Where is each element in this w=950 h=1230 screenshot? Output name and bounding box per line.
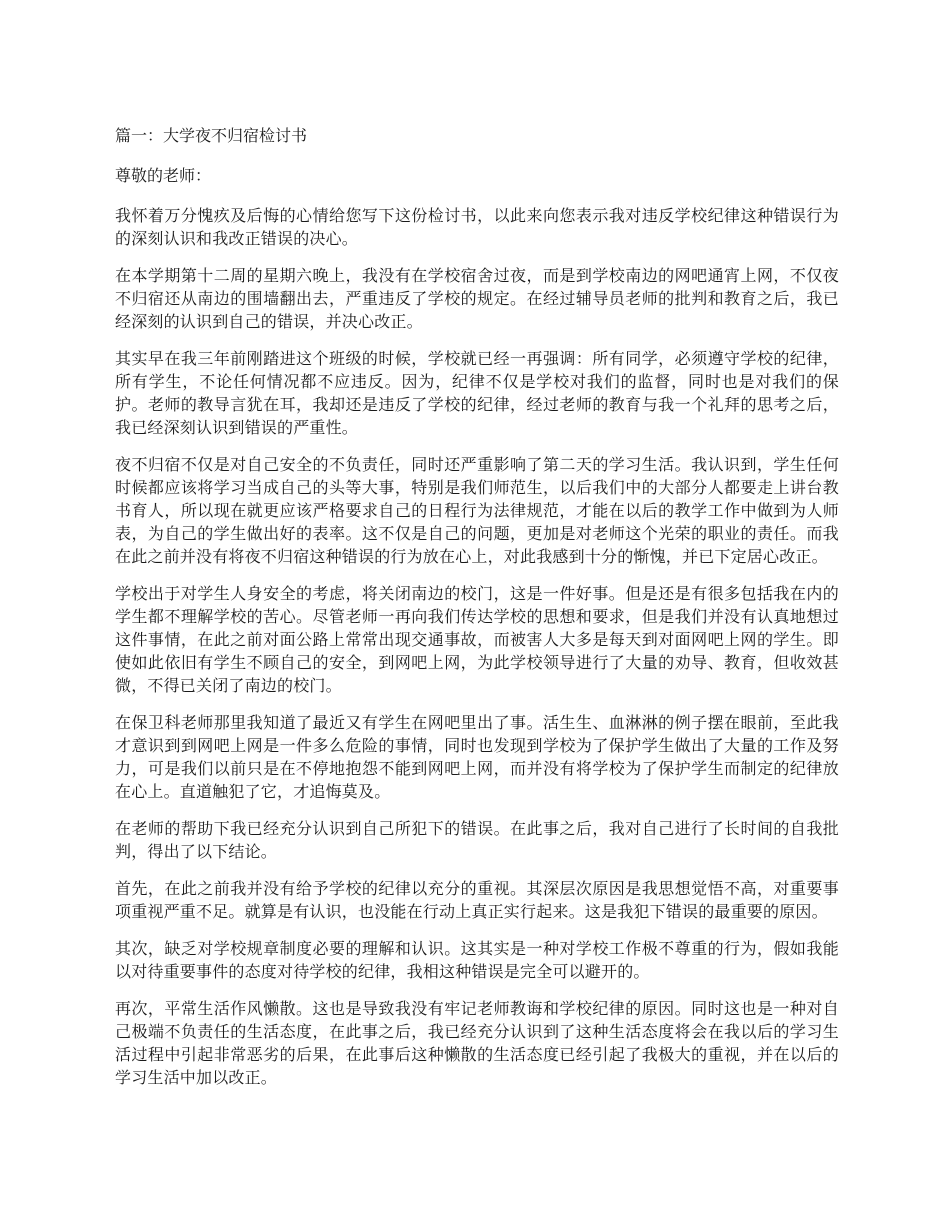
paragraph-3: 其实早在我三年前刚踏进这个班级的时候，学校就已经一再强调：所有同学，必须遵守学校的纪律，所有学生，不论任何情况都不应违反。因为，纪律不仅是学校对我们的监督，同时也是对我们的保护。老师的教导言犹在耳，我却还是违反了学校的纪律，经过老师的教育与我一个礼拜的思考之后，我已经深刻认识到错误的严重性。 <box>115 349 839 437</box>
paragraph-9: 其次，缺乏对学校规章制度必要的理解和认识。这其实是一种对学校工作极不尊重的行为，假如我能以对待重要事件的态度对待学校的纪律，我相这种错误是完全可以避开的。 <box>115 939 839 981</box>
document-page <box>115 124 839 1103</box>
document-title: 篇一：大学夜不归宿检讨书 <box>115 126 308 145</box>
paragraph-10: 再次，平常生活作风懒散。这也是导致我没有牢记老师教诲和学校纪律的原因。同时这也是一种对自己极端不负责任的生活态度，在此事之后，我已经充分认识到了这种生活态度将会在我以后的学习生活过程中引起非常恶劣的后果，在此事后这种懒散的生活态度已经引起了我极大的重视，并在以后的学习生活中加以改正。 <box>115 999 839 1087</box>
salutation: 尊敬的老师： <box>115 166 212 185</box>
paragraph-4: 夜不归宿不仅是对自己安全的不负责任，同时还严重影响了第二天的学习生活。我认识到，学生任何时候都应该将学习当成自己的头等大事，特别是我们师范生，以后我们中的大部分人都要走上讲台教书育人，所以现在就更应该严格要求自己的日程行为法律规范，才能在以后的教学工作中做到为人师表，为自己的学生做出好的表率。这不仅是自己的问题，更加是对老师这个光荣的职业的责任。而我在此之前并没有将夜不归宿这种错误的行为放在心上，对此我感到十分的惭愧，并已下定居心改正。 <box>115 455 839 566</box>
paragraph-8: 首先，在此之前我并没有给予学校的纪律以充分的重视。其深层次原因是我思想觉悟不高，对重要事项重视严重不足。就算是有认识，也没能在行动上真正实行起来。这是我犯下错误的最重要的原因。 <box>115 879 839 921</box>
paragraph-1: 我怀着万分愧疚及后悔的心情给您写下这份检讨书，以此来向您表示我对违反学校纪律这种错误行为的深刻认识和我改正错误的决心。 <box>115 206 839 248</box>
paragraph-5: 学校出于对学生人身安全的考虑，将关闭南边的校门，这是一件好事。但是还是有很多包括我在内的学生都不理解学校的苦心。尽管老师一再向我们传达学校的思想和要求，但是我们并没有认真地想过这件事情，在此之前对面公路上常常出现交通事故，而被害人大多是每天到对面网吧上网的学生。即使如此依旧有学生不顾自己的安全，到网吧上网，为此学校领导进行了大量的劝导、教育，但收效甚微，不得已关闭了南边的校门。 <box>115 584 839 695</box>
paragraph-7: 在老师的帮助下我已经充分认识到自己所犯下的错误。在此事之后，我对自己进行了长时间的自我批判，得出了以下结论。 <box>115 819 839 861</box>
paragraph-2: 在本学期第十二周的星期六晚上，我没有在学校宿舍过夜，而是到学校南边的网吧通宵上网，不仅夜不归宿还从南边的围墙翻出去，严重违反了学校的规定。在经过辅导员老师的批判和教育之后，我已经深刻的认识到自己的错误，并决心改正。 <box>115 266 839 331</box>
paragraph-6: 在保卫科老师那里我知道了最近又有学生在网吧里出了事。活生生、血淋淋的例子摆在眼前，至此我才意识到到网吧上网是一件多么危险的事情，同时也发现到学校为了保护学生做出了大量的工作及努力，可是我们以前只是在不停地抱怨不能到网吧上网，而并没有将学校为了保护学生而制定的纪律放在心上。直道触犯了它，才追悔莫及。 <box>115 713 839 801</box>
